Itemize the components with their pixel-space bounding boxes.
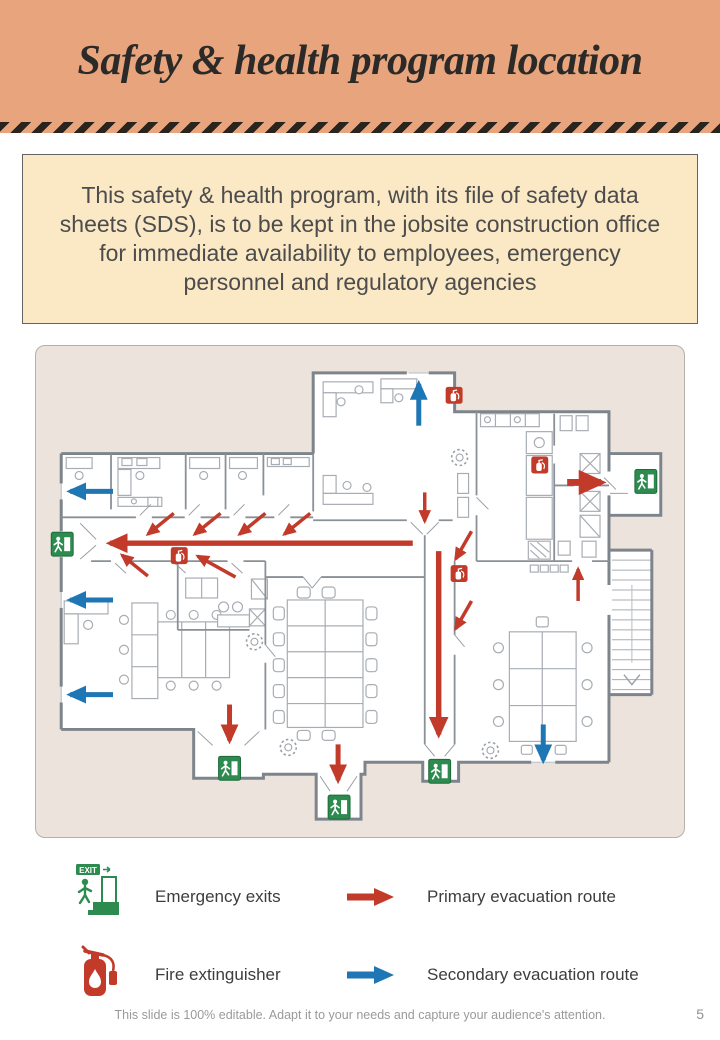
- fire-extinguisher-icon: [446, 387, 463, 404]
- emergency-exit-icon: [75, 862, 123, 921]
- page-number: 5: [696, 1006, 704, 1022]
- legend: [35, 856, 685, 1006]
- fire-extinguisher-icon: [171, 547, 188, 564]
- exit-sign-icon: [219, 756, 241, 780]
- exit-sign-icon: [429, 759, 451, 783]
- intro-text-box: [22, 154, 698, 324]
- legend-label-fire-extinguisher: Fire extinguisher: [155, 965, 281, 984]
- building-footprint: [61, 373, 661, 819]
- legend-label-emergency-exits: Emergency exits: [155, 887, 281, 906]
- exit-sign-icon: [328, 795, 350, 819]
- footer-note: This slide is 100% editable. Adapt it to your needs and capture your audience's attention.: [114, 1008, 606, 1022]
- secondary-route-arrow-icon: [347, 966, 395, 989]
- page-title: Safety & health program location: [77, 38, 643, 84]
- intro-text: This safety & health program, with its file of safety data sheets (SDS), is to be kept in the jobsite construction office for immediate availability to employees, emergency personnel and regulatory agencies: [59, 182, 661, 295]
- primary-route-arrow-icon: [347, 888, 395, 911]
- striped-divider: [0, 122, 720, 133]
- exit-sign-icon: [635, 469, 657, 493]
- exit-sign-text: EXIT: [79, 866, 97, 875]
- floor-plan-drawing: [36, 346, 684, 837]
- floor-plan-panel: [35, 345, 685, 838]
- fire-extinguisher-icon: [531, 457, 548, 474]
- header-banner: [0, 0, 720, 122]
- legend-label-primary-route: Primary evacuation route: [427, 887, 616, 906]
- fire-extinguisher-legend-icon: [77, 942, 121, 1005]
- fire-extinguisher-icon: [451, 565, 468, 582]
- exit-sign-icon: [51, 532, 73, 556]
- legend-label-secondary-route: Secondary evacuation route: [427, 965, 639, 984]
